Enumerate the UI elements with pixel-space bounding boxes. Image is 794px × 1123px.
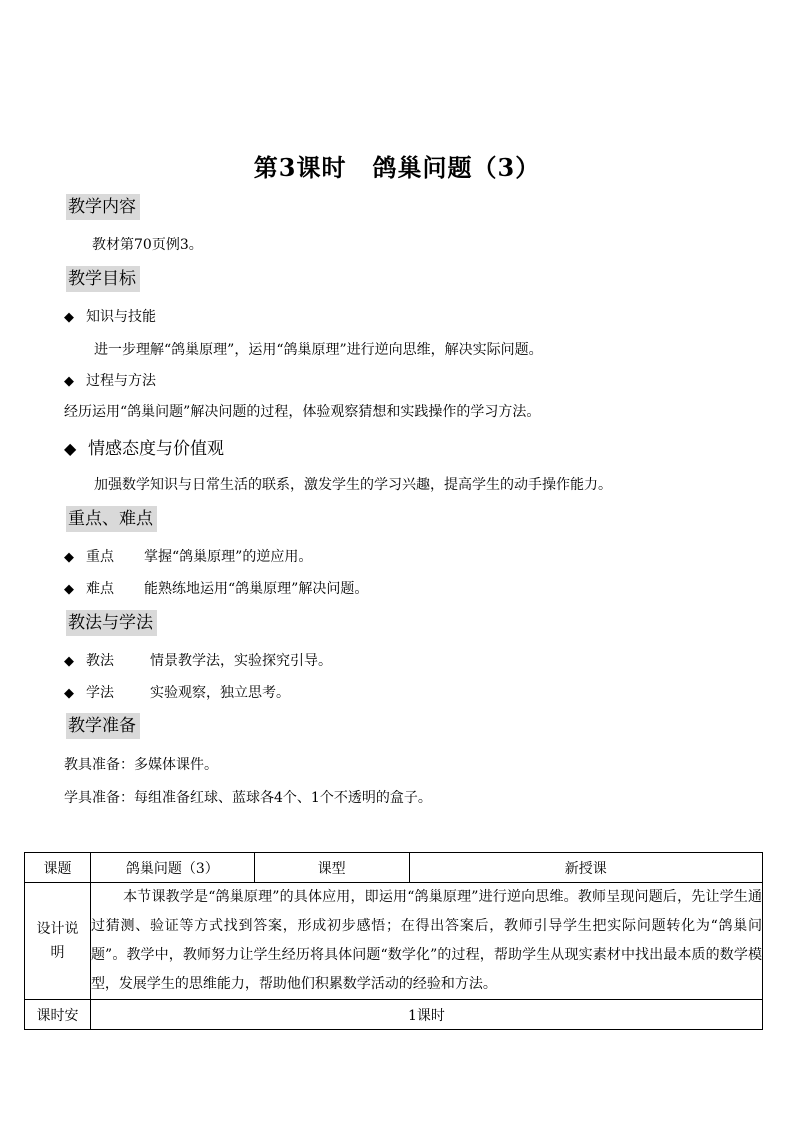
lesson-number: 第3课时 xyxy=(253,153,347,182)
table-cell-description xyxy=(90,883,762,1000)
teaching-method-item xyxy=(64,650,332,670)
design-description-text: 本节课教学是“鸽巢原理”的具体应用，即运用“鸽巢原理”进行逆向思维。教师呈现问题后，先让学生通过猜测、验证等方式找到答案，形成初步感悟；在得出答案后，教师引导学生把实际问题转化为“鸽巢问题”。教学中，教师努力让学生经历将具体问题“数学化”的过程，帮助学生从现实素材中找出最本质的数学模型，发展学生的思维能力，帮助他们积累数学活动的经验和方法。 xyxy=(90,889,762,992)
diamond-bullet-icon: ◆ xyxy=(64,686,74,701)
teaching-method-label: 教法 xyxy=(86,653,114,669)
prep-line-student: 学具准备：每组准备红球、蓝球各4个、1个不透明的盒子。 xyxy=(64,790,432,806)
diamond-bullet-icon: ◆ xyxy=(64,582,74,597)
learning-method-label: 学法 xyxy=(86,685,114,701)
lesson-info-table xyxy=(24,852,763,1030)
section-heading-content: 教学内容 xyxy=(66,194,140,220)
goal-text-process: 经历运用“鸽巢问题”解决问题的过程，体验观察猜想和实践操作的学习方法。 xyxy=(64,404,541,420)
goal-text-emotion: 加强数学知识与日常生活的联系，激发学生的学习兴趣，提高学生的动手操作能力。 xyxy=(94,477,612,493)
learning-method-text: 实验观察，独立思考。 xyxy=(150,685,290,701)
section-heading-prep: 教学准备 xyxy=(66,713,140,739)
lesson-topic: 鸽巢问题（3） xyxy=(372,153,541,182)
goal-label: 过程与方法 xyxy=(86,373,156,389)
table-cell-label: 课题 xyxy=(25,853,91,883)
goal-item-knowledge xyxy=(64,306,156,326)
diamond-bullet-icon: ◆ xyxy=(64,654,74,669)
goal-text-knowledge: 进一步理解“鸽巢原理”，运用“鸽巢原理”进行逆向思维，解决实际问题。 xyxy=(94,342,543,358)
table-cell-value: 新授课 xyxy=(409,853,762,883)
keypoint-label: 重点 xyxy=(86,549,114,565)
table-cell-value: 1课时 xyxy=(90,1000,762,1030)
keypoint-text: 掌握“鸽巢原理”的逆应用。 xyxy=(144,549,313,565)
table-row xyxy=(25,853,763,883)
keypoint-item xyxy=(64,546,312,566)
teaching-method-text: 情景教学法，实验探究引导。 xyxy=(150,653,332,669)
difficulty-item xyxy=(64,578,368,598)
section-heading-methods: 教法与学法 xyxy=(66,610,157,636)
diamond-bullet-icon: ◆ xyxy=(64,374,74,389)
lesson-title xyxy=(0,148,794,183)
diamond-bullet-icon: ◆ xyxy=(64,439,77,458)
table-cell-label: 课时安 xyxy=(25,1000,91,1030)
content-text: 教材第70页例3。 xyxy=(92,237,203,253)
table-cell-value: 鸽巢问题（3） xyxy=(90,853,254,883)
goal-label: 情感态度与价值观 xyxy=(88,439,224,459)
goal-item-process xyxy=(64,370,156,390)
goal-label: 知识与技能 xyxy=(86,309,156,325)
table-row xyxy=(25,883,763,1000)
section-heading-keypoints: 重点、难点 xyxy=(66,506,157,532)
prep-line-teacher: 教具准备：多媒体课件。 xyxy=(64,757,218,773)
table-row xyxy=(25,1000,763,1030)
table-cell-label: 课型 xyxy=(254,853,409,883)
diamond-bullet-icon: ◆ xyxy=(64,310,74,325)
difficulty-text: 能熟练地运用“鸽巢原理”解决问题。 xyxy=(144,581,369,597)
goal-item-emotion xyxy=(64,434,224,459)
difficulty-label: 难点 xyxy=(86,581,114,597)
table-cell-label: 设计说明 xyxy=(25,883,91,1000)
section-heading-goals: 教学目标 xyxy=(66,266,140,292)
diamond-bullet-icon: ◆ xyxy=(64,550,74,565)
learning-method-item xyxy=(64,682,290,702)
